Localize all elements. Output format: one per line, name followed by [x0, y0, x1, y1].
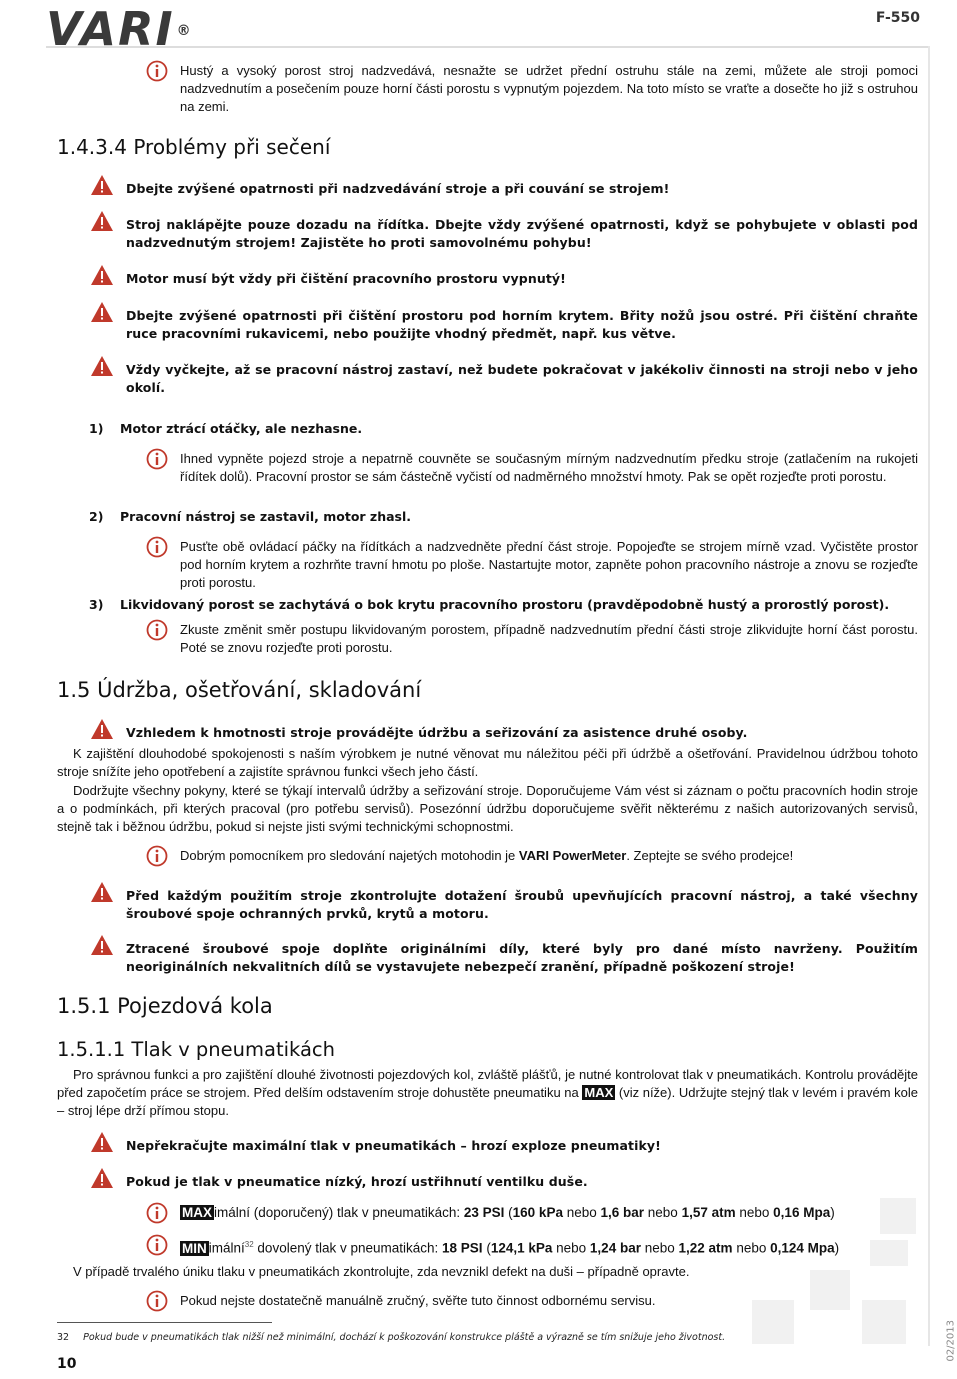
- problem-heading: 1) Motor ztrácí otáčky, ale nezhasne.: [89, 421, 363, 436]
- section-heading: 1.4.3.4 Problémy při sečení: [57, 135, 331, 159]
- body-paragraph: Pro správnou funkci a pro zajištění dlouhé životnosti pojezdových kol, zvláště plášťů, je nutné kontrolovat tlak v pneumatikách. Kontrolu provádějte před započetím práce se strojem. Před delším odstavením stroje dohustěte pneumatiku na MAX (viz níže). Udržujte stejný tlak v levém i pravém kole – stroj lépe drží přímou stopu.: [57, 1067, 919, 1118]
- warning-icon: [90, 174, 114, 196]
- header-divider: [46, 46, 930, 48]
- warning-icon: [90, 1167, 114, 1189]
- info-note: [146, 450, 918, 486]
- info-text: Pokud nejste dostatečně manuálně zručný, svěřte tuto činnost odbornému servisu.: [180, 1293, 656, 1308]
- info-note: [146, 538, 918, 592]
- footnote-ref[interactable]: 32: [244, 1240, 254, 1249]
- product-name: VARI PowerMeter: [518, 848, 627, 863]
- max-pressure-text: MAX imální (doporučený) tlak v pneumatikách: 23 PSI (160 kPa nebo 1,6 bar nebo 1,57 atm nebo 0,16 Mpa): [182, 1205, 835, 1220]
- footnote: 32 Pokud bude v pneumatikách tlak nižší než minimální, dochází k poškozování konstrukce pláště a výrazně se tím snižuje jeho životnost.: [57, 1332, 726, 1343]
- warning-text: Vždy vyčkejte, až se pracovní nástroj zastaví, než budete pokračovat v jakékoliv činnosti na stroji nebo v jeho okolí.: [126, 362, 918, 395]
- body-paragraph: Dodržujte všechny pokyny, které se týkají intervalů údržby a seřizování stroje. Doporučujeme Vám vést si záznam o počtu pracovních hodin stroje a o podmínkách, při kterých pracoval (pro potřebu servisů). Posezónní údržbu doporučujeme svěřit některému z našich autorizovaných servisů, stejně tak i běžnou údržbu, pokud si nejste jisti svými technickými schopnostmi.: [57, 783, 918, 834]
- warning-note: [90, 180, 918, 198]
- body-paragraph: K zajištění dlouhodobé spokojenosti s naším výrobkem je nutné věnovat mu náležitou péči při údržbě a ošetřování. Pravidelnou údržbou tohoto stroje snížíte jeho opotřebení a zajistíte správnou funkci všech jeho částí.: [57, 746, 918, 779]
- info-note: [146, 62, 918, 116]
- warning-note: [90, 216, 918, 252]
- min-pressure-text: MIN imální$^{32}$ dovolený tlak v pneumatikách: 18 PSI (124,1 kPa nebo 1,24 bar nebo 1,22 atm nebo 0,124 Mpa): [182, 1240, 840, 1256]
- right-border: [928, 46, 930, 1346]
- info-icon: [146, 60, 168, 82]
- warning-note: [90, 270, 918, 288]
- problem-heading: 2) Pracovní nástroj se zastavil, motor zhasl.: [89, 509, 412, 524]
- page-number: 10: [57, 1356, 77, 1372]
- warning-note: [90, 887, 918, 923]
- footnote-divider: [57, 1322, 272, 1323]
- warning-icon: [90, 934, 114, 956]
- info-icon: [146, 845, 168, 867]
- edition-date: 02/2013: [946, 1320, 957, 1362]
- warning-note: [90, 940, 918, 976]
- warning-text: Dbejte zvýšené opatrnosti při nadzvedávání stroje a při couvání se strojem!: [126, 181, 670, 196]
- warning-text: Vzhledem k hmotnosti stroje provádějte údržbu a seřizování za asistence druhé osoby.: [126, 725, 748, 740]
- vari-logo: VARI ®: [46, 2, 193, 56]
- warning-icon: [90, 355, 114, 377]
- info-text: Ihned vypněte pojezd stroje a nepatrně couvněte se současným mírným nadzvednutím předku stroje (zatlačením na rukojeti řídítek dolů). Pracovní prostor se sám částečně vyčistí od nadměrného množství hmoty. Pak se opět rozjeďte proti porostu.: [180, 451, 918, 484]
- warning-icon: [90, 301, 114, 323]
- info-text: Dobrým pomocníkem pro sledování najetých motohodin je VARI PowerMeter. Zeptejte se svého prodejce!: [180, 848, 794, 863]
- body-paragraph: V případě trvalého úniku tlaku v pneumatikách zkontrolujte, zda nevznikl defekt na duši – případně opravte.: [73, 1264, 690, 1279]
- warning-text: Před každým použitím stroje zkontrolujte dotažení šroubů upevňujících pracovní nástroj, a také všechny šroubové spoje ochranných prvků, krytů a motoru.: [126, 888, 918, 921]
- info-note: [146, 1236, 918, 1258]
- warning-icon: [90, 210, 114, 232]
- info-note: [146, 1292, 918, 1312]
- info-note: [146, 847, 918, 867]
- min-tag: MIN: [182, 1240, 207, 1256]
- section-heading: 1.5.1 Pojezdová kola: [57, 994, 273, 1018]
- problem-heading: 3) Likvidovaný porost se zachytává o bok krytu pracovního prostoru (pravděpodobně hustý a prorostlý porost).: [89, 597, 890, 612]
- info-note: [146, 1204, 918, 1224]
- warning-icon: [90, 1131, 114, 1153]
- section-heading: 1.5 Údržba, ošetřování, skladování: [57, 678, 422, 702]
- info-icon: [146, 536, 168, 558]
- warning-text: Ztracené šroubové spoje doplňte originálními díly, které byly pro dané místo navrženy. Použitím neoriginálních nekvalitních dílů se vystavujete nebezpečí zranění, případně poškození stroje!: [126, 941, 918, 974]
- info-note: [146, 621, 918, 657]
- warning-icon: [90, 718, 114, 740]
- warning-note: [90, 1137, 918, 1155]
- info-text: Hustý a vysoký porost stroj nadzvedává, nesnažte se udržet přední ostruhu stále na zemi, můžete ale stroji pomoci nadzvednutím a posečením pouze horní části porostu s vypnutým pojezdem. Na toto místo se vraťte a dosečte ho již s ostruhou na zemi.: [180, 63, 918, 114]
- warning-text: Nepřekračujte maximální tlak v pneumatikách – hrozí exploze pneumatiky!: [126, 1138, 661, 1153]
- info-text: Zkuste změnit směr postupu likvidovaným porostem, případně nadzvednutím přední části stroje zlikvidujte horní část porostu. Poté se znovu rozjeďte proti porostu.: [180, 622, 918, 655]
- warning-text: Motor musí být vždy při čištění pracovního prostoru vypnutý!: [126, 271, 566, 286]
- max-tag: MAX: [182, 1205, 212, 1220]
- warning-icon: [90, 264, 114, 286]
- info-icon: [146, 448, 168, 470]
- warning-text: Stroj naklápějte pouze dozadu na řídítka. Dbejte vždy zvýšené opatrnosti, když se pohybujete v oblasti pod nadzvednutým strojem! Zajistěte ho proti samovolnému pohybu!: [126, 217, 918, 250]
- warning-note: [90, 1173, 918, 1191]
- info-icon: [146, 1202, 168, 1224]
- warning-text: Dbejte zvýšené opatrnosti při čištění prostoru pod horním krytem. Břity nožů jsou ostré. Při čištění chraňte ruce pracovními rukavicemi, nebo použijte vhodný předmět, např. kus větve.: [126, 308, 918, 341]
- warning-note: [90, 361, 918, 397]
- max-tag: MAX: [584, 1085, 614, 1100]
- info-text: Pusťte obě ovládací páčky na řídítkách a nadzvedněte přední část stroje. Popojeďte se strojem mírně vzad. Vyčistěte prostor pod horním krytem a rozhrňte travní hmotu po ploše. Nastartujte motor, zapněte pohon pracovního nástroje a znovu se rozjeďte proti porostu.: [180, 539, 918, 590]
- info-icon: [146, 1290, 168, 1312]
- warning-icon: [90, 881, 114, 903]
- info-icon: [146, 1234, 168, 1256]
- warning-note: [90, 307, 918, 343]
- model-label: F-550: [875, 10, 920, 26]
- warning-note: [90, 724, 918, 742]
- info-icon: [146, 619, 168, 641]
- section-heading: 1.5.1.1 Tlak v pneumatikách: [57, 1038, 336, 1061]
- warning-text: Pokud je tlak v pneumatice nízký, hrozí ustřihnutí ventilku duše.: [126, 1174, 588, 1189]
